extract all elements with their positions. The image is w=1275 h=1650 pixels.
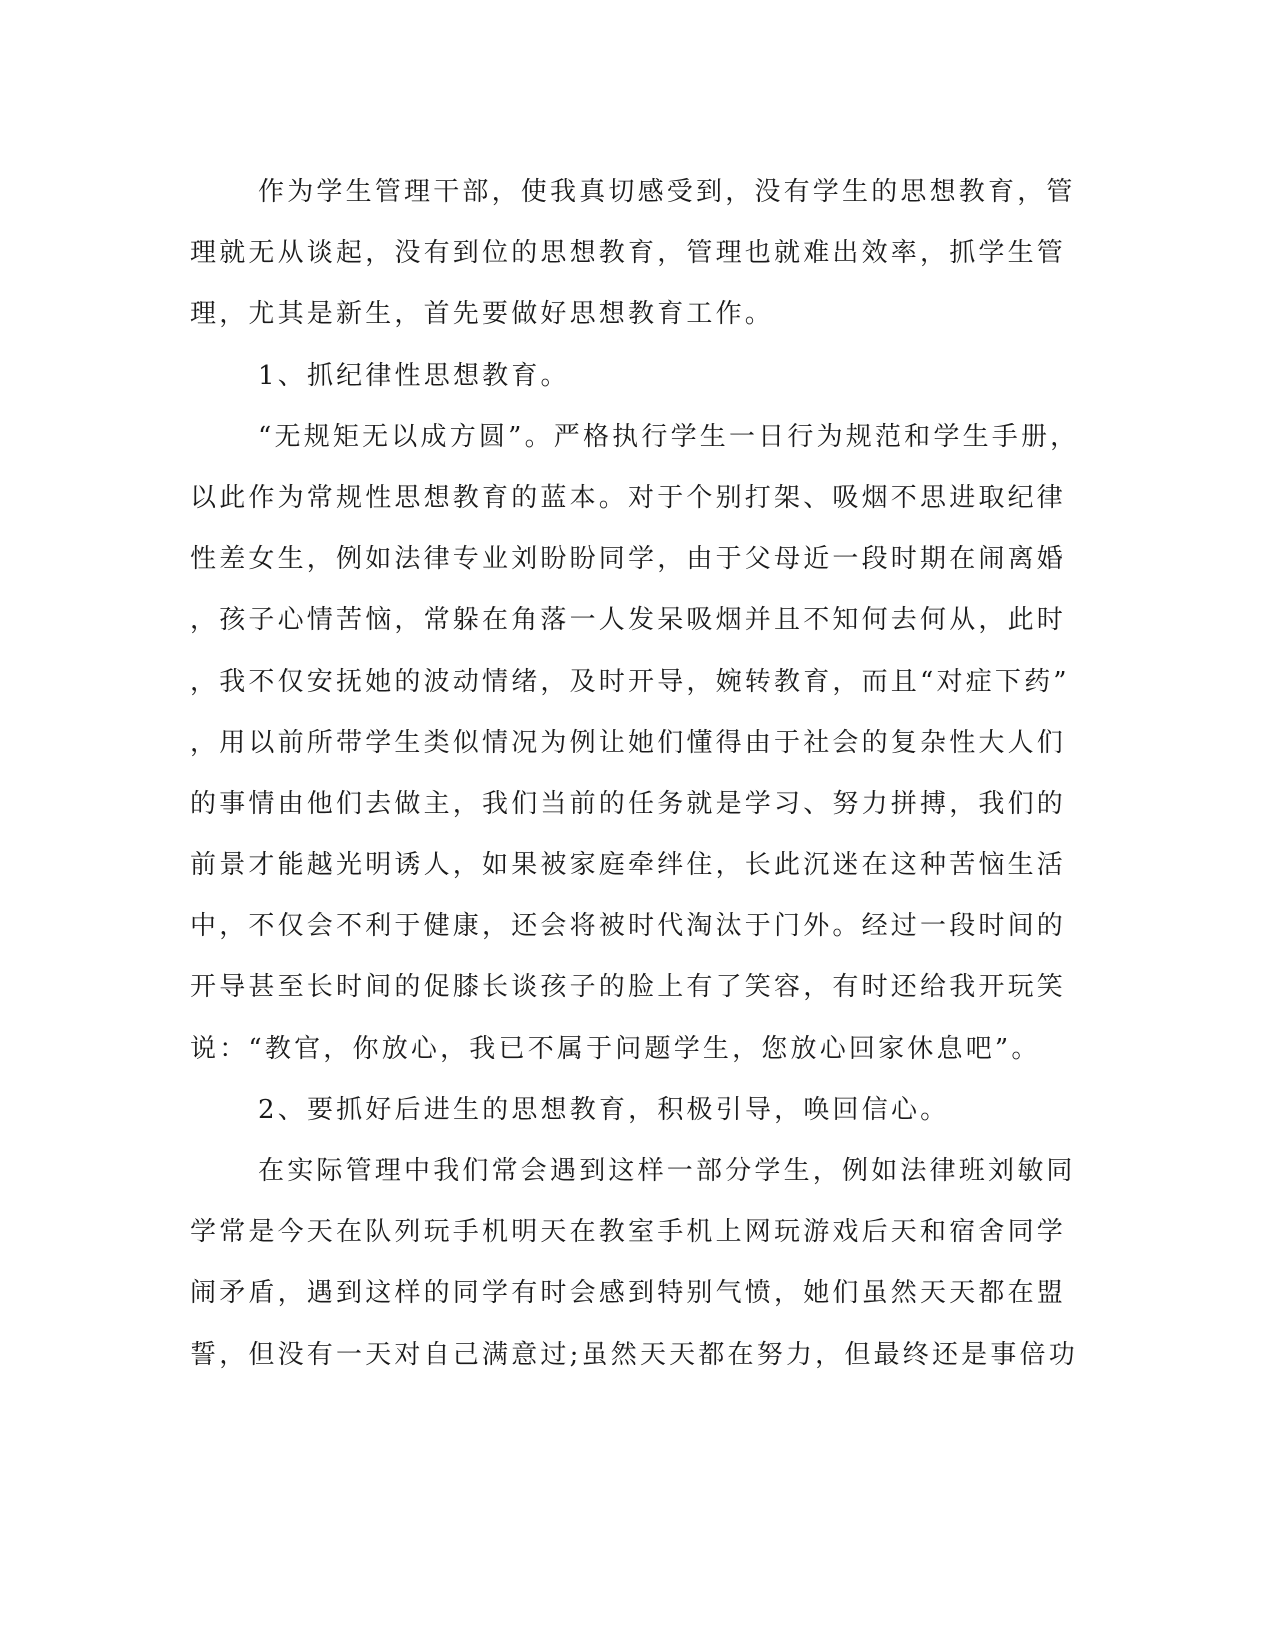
- paragraph-line: 在实际管理中我们常会遇到这样一部分学生，例如法律班刘敏同: [258, 1156, 1076, 1186]
- paragraph-line: 理就无从谈起，没有到位的思想教育，管理也就难出效率，抓学生管: [190, 238, 1067, 269]
- section-heading: 2、要抓好后进生的思想教育，积极引导，唤回信心。: [258, 1094, 950, 1125]
- paragraph-line: 的事情由他们去做主，我们当前的任务就是学习、努力拼搏，我们的: [190, 788, 1067, 819]
- paragraph-line: 理，尤其是新生，首先要做好思想教育工作。: [190, 299, 775, 330]
- paragraph-line: 说：“教官，你放心，我已不属于问题学生，您放心回家休息吧”。: [190, 1033, 1041, 1064]
- paragraph-line: 闹矛盾，遇到这样的同学有时会感到特别气愤，她们虽然天天都在盟: [190, 1278, 1067, 1309]
- paragraph-line: 以此作为常规性思想教育的蓝本。对于个别打架、吸烟不思进取纪律: [190, 482, 1067, 513]
- paragraph-line: 前景才能越光明诱人，如果被家庭牵绊住，长此沉迷在这种苦恼生活: [190, 850, 1067, 881]
- paragraph-line: 作为学生管理干部，使我真切感受到，没有学生的思想教育，管: [258, 177, 1076, 207]
- document-body: [190, 162, 1080, 1386]
- paragraph-line: “无规矩无以成方圆”。严格执行学生一日行为规范和学生手册，: [258, 421, 1080, 452]
- paragraph-line: ，孩子心情苦恼，常躲在角落一人发呆吸烟并且不知何去何从，此时: [190, 605, 1067, 636]
- paragraph-line: ，我不仅安抚她的波动情绪，及时开导，婉转教育，而且“对症下药”: [190, 666, 1070, 697]
- paragraph-line: 开导甚至长时间的促膝长谈孩子的脸上有了笑容，有时还给我开玩笑: [190, 972, 1067, 1003]
- paragraph-line: ，用以前所带学生类似情况为例让她们懂得由于社会的复杂性大人们: [190, 727, 1067, 758]
- paragraph-line: 性差女生，例如法律专业刘盼盼同学，由于父母近一段时期在闹离婚: [190, 544, 1067, 575]
- paragraph-line: 中，不仅会不利于健康，还会将被时代淘汰于门外。经过一段时间的: [190, 911, 1067, 942]
- paragraph-line: 誓，但没有一天对自己满意过;虽然天天都在努力，但最终还是事倍功: [190, 1339, 1078, 1370]
- paragraph-line: 学常是今天在队列玩手机明天在教室手机上网玩游戏后天和宿舍同学: [190, 1217, 1067, 1248]
- section-heading: 1、抓纪律性思想教育。: [258, 360, 570, 391]
